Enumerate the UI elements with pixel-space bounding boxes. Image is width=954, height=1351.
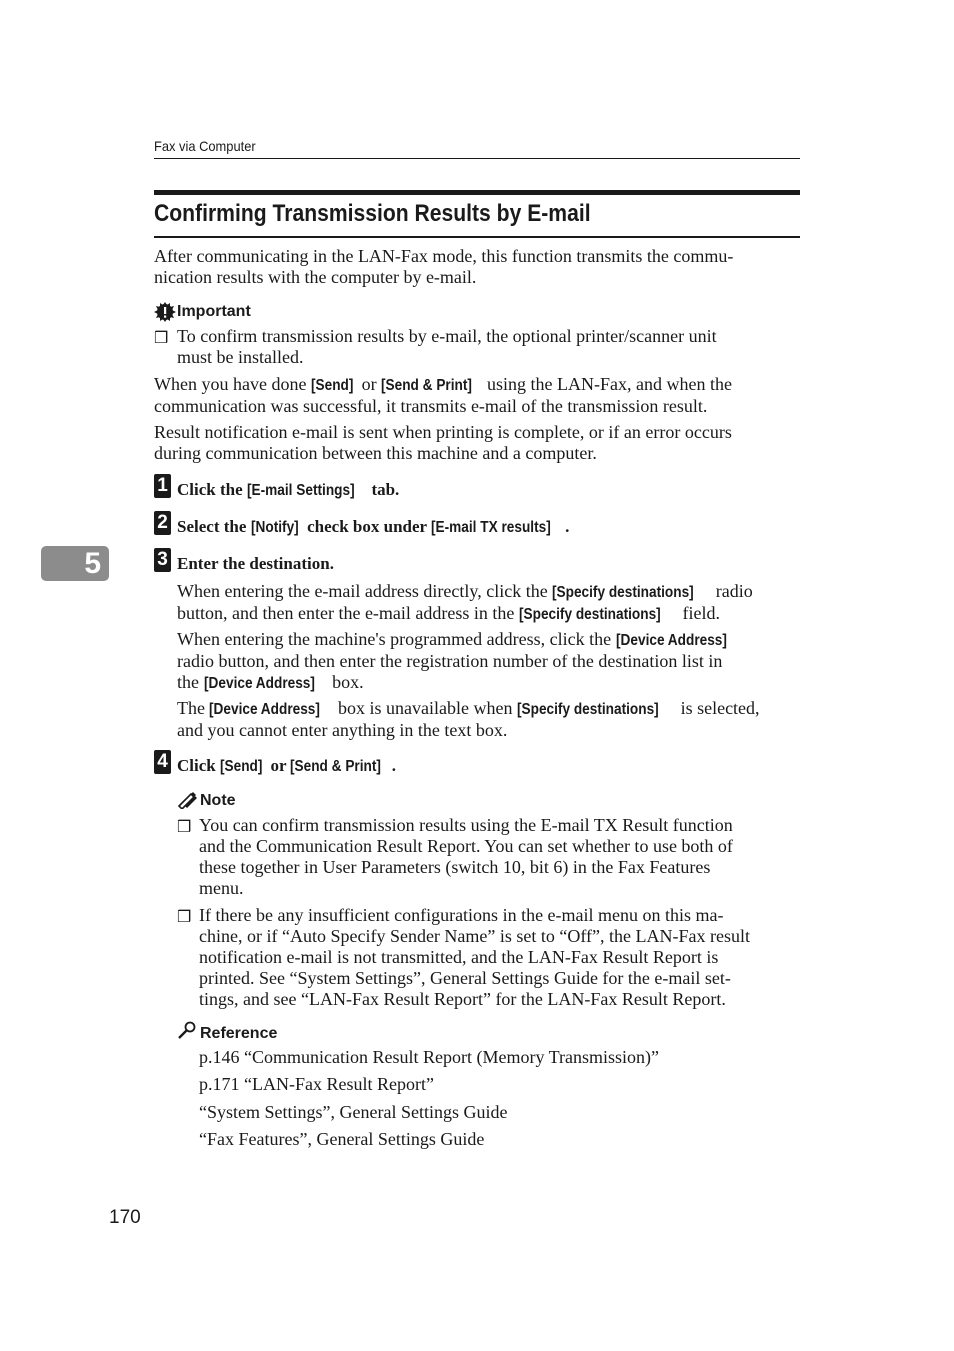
note-label: Note xyxy=(200,792,236,809)
page-title: Confirming Transmission Results by E-mail xyxy=(154,200,591,227)
step-3-paragraph-3 xyxy=(177,698,800,741)
title-rule-bottom xyxy=(154,236,800,238)
note-item-2 xyxy=(199,905,800,1010)
step-3-paragraph-2 xyxy=(177,629,800,694)
step-2-text xyxy=(177,517,569,537)
step-4-text-a: Click xyxy=(177,756,220,775)
intro-line-2: nication results with the computer by e-mail. xyxy=(154,267,477,287)
chapter-number: 5 xyxy=(84,547,101,580)
step-3-p2-text-c: the xyxy=(177,672,204,692)
step-3-p3-text-a: The xyxy=(177,698,210,718)
send-paragraph xyxy=(154,374,800,417)
note-item-1-line-1: You can confirm transmission results using the E-mail TX Result function xyxy=(199,815,733,835)
send-text-a: When you have done xyxy=(154,374,311,394)
step-3-p3-line-1 xyxy=(177,698,800,720)
send-paragraph-line-1 xyxy=(154,374,800,396)
device-address-box-label-2: [Device Address] xyxy=(209,701,321,718)
send-text-c: using the LAN-Fax, and when the xyxy=(482,374,732,394)
step-1-text-b: tab. xyxy=(367,480,400,499)
intro-line-1: After communicating in the LAN-Fax mode, this function transmits the commu- xyxy=(154,246,734,266)
reference-link-1[interactable]: p.146 “Communication Result Report (Memory Transmission)” xyxy=(199,1047,659,1067)
note-item-2-line-1: If there be any insufficient configurations in the e-mail menu on this ma- xyxy=(199,905,724,925)
note-item-2-line-2: chine, or if “Auto Specify Sender Name” is set to “Off”, the LAN-Fax result xyxy=(199,926,751,946)
step-3-paragraph-1 xyxy=(177,581,800,625)
note-item-1-line-2: and the Communication Result Report. You can set whether to use both of xyxy=(199,836,733,856)
email-tx-results-label: [E-mail TX results] xyxy=(431,519,551,536)
step-3-p3-text-b: box is unavailable when xyxy=(333,698,518,718)
reference-label: Reference xyxy=(200,1025,278,1042)
result-line-1: Result notification e-mail is sent when printing is complete, or if an error occurs xyxy=(154,422,732,442)
important-item xyxy=(177,326,800,368)
important-item-line-1: To confirm transmission results by e-mail, the optional printer/scanner unit xyxy=(177,326,717,346)
step-4-text-b: or xyxy=(266,756,291,775)
intro-paragraph xyxy=(154,246,800,288)
checkbox-bullet-icon: ❒ xyxy=(177,819,192,836)
note-pencil-icon xyxy=(177,791,197,809)
send-text-b: or xyxy=(357,374,382,394)
step-2-badge: 2 xyxy=(154,511,171,535)
note-item-1-line-3: these together in User Parameters (switch 10, bit 6) in the Fax Features xyxy=(199,857,711,877)
step-1-badge: 1 xyxy=(154,474,171,498)
device-address-label: [Device Address] xyxy=(615,632,727,649)
step-1-text-a: Click the xyxy=(177,480,247,499)
title-rule-top xyxy=(154,190,800,195)
header-rule xyxy=(154,158,800,159)
send-print-key-label: [Send & Print] xyxy=(381,377,473,394)
step-3-p2-line-3 xyxy=(177,672,800,694)
step-3-p1-line-2 xyxy=(177,603,800,625)
step-3-p1-text-b: radio xyxy=(711,581,753,601)
step-4-text-c: . xyxy=(391,756,397,775)
reference-link-2[interactable]: p.171 “LAN-Fax Result Report” xyxy=(199,1074,434,1094)
send-print-button-label: [Send & Print] xyxy=(290,758,382,775)
important-label: Important xyxy=(177,303,251,320)
step-3-p2-text-d: box. xyxy=(327,672,364,692)
chapter-tab xyxy=(41,546,109,581)
step-4-badge: 4 xyxy=(154,750,171,774)
step-4-text xyxy=(177,756,396,776)
reference-magnifier-icon xyxy=(177,1021,197,1039)
checkbox-bullet-icon: ❒ xyxy=(154,330,169,347)
step-3-p2-line-1 xyxy=(177,629,800,651)
step-2-text-b: check box under xyxy=(302,517,432,536)
device-address-box-label: [Device Address] xyxy=(203,675,315,692)
email-settings-tab-label: [E-mail Settings] xyxy=(246,482,355,499)
page-number: 170 xyxy=(109,1207,141,1228)
note-item-2-line-5: tings, and see “LAN-Fax Result Report” for the LAN-Fax Result Report. xyxy=(199,989,726,1009)
important-item-line-2: must be installed. xyxy=(177,347,304,367)
step-3-p2-text-a: When entering the machine's programmed address, click the xyxy=(177,629,616,649)
note-item-2-line-4: printed. See “System Settings”, General Settings Guide for the e-mail set- xyxy=(199,968,731,988)
specify-destinations-label-2: [Specify destinations] xyxy=(517,701,659,718)
step-1-text xyxy=(177,480,399,500)
specify-destinations-label: [Specify destinations] xyxy=(552,584,694,601)
step-3-text: Enter the destination. xyxy=(177,554,334,573)
step-3-p1-text-a: When entering the e-mail address directly, click the xyxy=(177,581,553,601)
note-item-1 xyxy=(199,815,800,899)
step-3-badge: 3 xyxy=(154,548,171,572)
result-paragraph xyxy=(154,422,800,464)
checkbox-bullet-icon: ❒ xyxy=(177,909,192,926)
note-item-2-line-3: notification e-mail is not transmitted, and the LAN-Fax Result Report is xyxy=(199,947,719,967)
note-item-1-line-4: menu. xyxy=(199,878,244,898)
send-button-label: [Send] xyxy=(219,758,263,775)
specify-destinations-field-label: [Specify destinations] xyxy=(518,606,661,623)
step-2-text-a: Select the xyxy=(177,517,251,536)
running-header: Fax via Computer xyxy=(154,138,256,154)
important-icon xyxy=(154,302,176,322)
notify-checkbox-label: [Notify] xyxy=(250,519,299,536)
step-3-p3-text-c: is selected, xyxy=(676,698,760,718)
step-3-p2-line-2: radio button, and then enter the registration number of the destination list in xyxy=(177,651,723,671)
send-key-label: [Send] xyxy=(310,377,354,394)
send-paragraph-line-2: communication was successful, it transmits e-mail of the transmission result. xyxy=(154,396,708,416)
step-3-p3-line-2: and you cannot enter anything in the text box. xyxy=(177,720,508,740)
step-3-p1-text-d: field. xyxy=(677,603,720,623)
step-3-p1-line-1 xyxy=(177,581,800,603)
step-2-text-c: . xyxy=(565,517,570,536)
result-line-2: during communication between this machine and a computer. xyxy=(154,443,597,463)
reference-item-3: “System Settings”, General Settings Guide xyxy=(199,1102,508,1122)
step-3-p1-text-c: button, and then enter the e-mail address in the xyxy=(177,603,519,623)
reference-item-4: “Fax Features”, General Settings Guide xyxy=(199,1129,485,1149)
